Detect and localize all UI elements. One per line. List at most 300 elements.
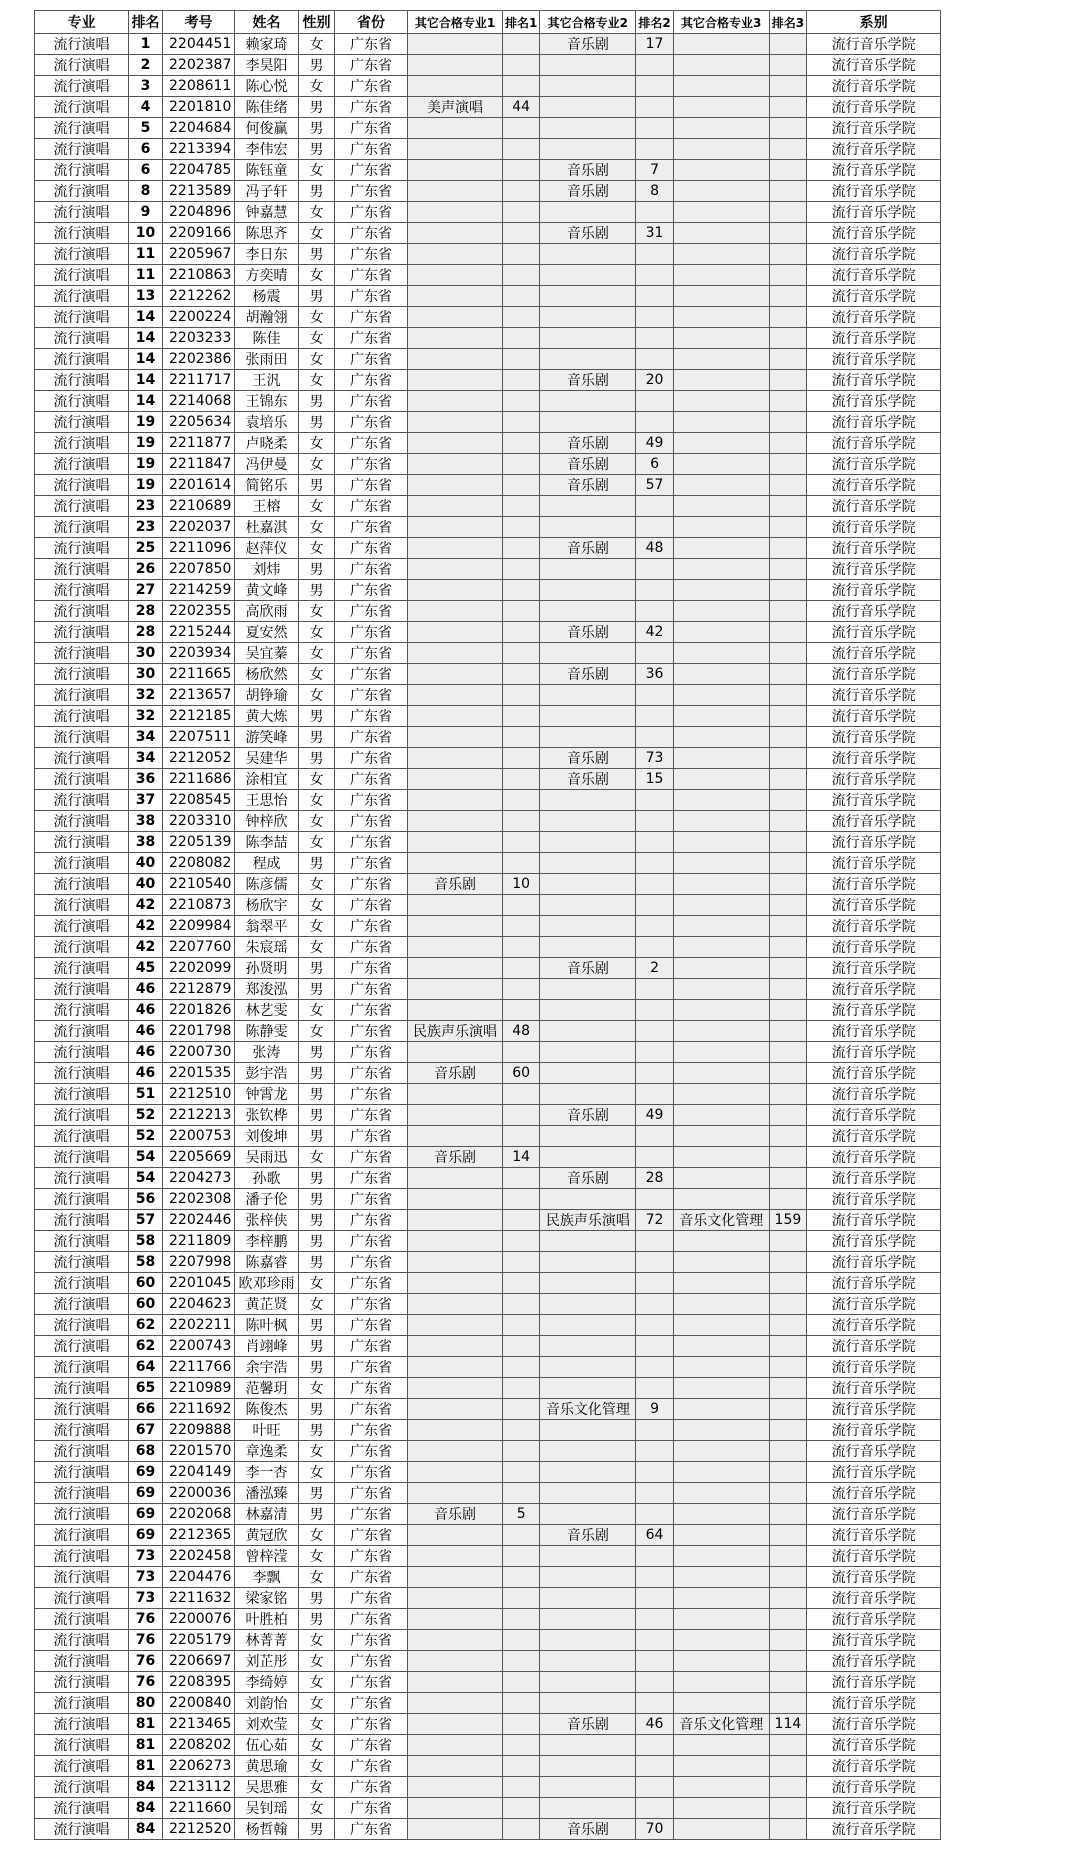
rank-2-cell (636, 1630, 673, 1651)
rank-cell: 23 (129, 496, 163, 517)
rank-1-cell (503, 1735, 540, 1756)
other-major-2-cell (540, 1021, 636, 1042)
rank-2-cell (636, 937, 673, 958)
table-row (35, 1546, 941, 1567)
major-cell: 流行演唱 (35, 1693, 129, 1714)
other-major-2-cell (540, 76, 636, 97)
major-cell: 流行演唱 (35, 1441, 129, 1462)
department-cell: 流行音乐学院 (807, 895, 941, 916)
table-row (35, 349, 941, 370)
rank-cell: 46 (129, 979, 163, 1000)
gender-cell: 女 (299, 790, 335, 811)
name-cell: 梁家铭 (235, 1588, 299, 1609)
rank-cell: 42 (129, 916, 163, 937)
gender-cell: 男 (299, 1210, 335, 1231)
header-gender: 性别 (299, 11, 335, 34)
rank-1-cell (503, 391, 540, 412)
other-major-1-cell (408, 1357, 503, 1378)
other-major-2-cell (540, 1735, 636, 1756)
exam-id-cell: 2201798 (163, 1021, 235, 1042)
table-row (35, 517, 941, 538)
other-major-2-cell (540, 286, 636, 307)
rank-3-cell (769, 685, 806, 706)
other-major-3-cell (673, 454, 769, 475)
major-cell: 流行演唱 (35, 916, 129, 937)
other-major-1-cell (408, 1420, 503, 1441)
major-cell: 流行演唱 (35, 118, 129, 139)
other-major-2-cell: 音乐剧 (540, 622, 636, 643)
name-cell: 杨震 (235, 286, 299, 307)
table-row (35, 1483, 941, 1504)
major-cell: 流行演唱 (35, 97, 129, 118)
major-cell: 流行演唱 (35, 1609, 129, 1630)
other-major-1-cell (408, 286, 503, 307)
name-cell: 陈钰童 (235, 160, 299, 181)
province-cell: 广东省 (335, 1420, 408, 1441)
rank-2-cell (636, 1000, 673, 1021)
table-row (35, 748, 941, 769)
other-major-1-cell (408, 307, 503, 328)
rank-1-cell (503, 1168, 540, 1189)
province-cell: 广东省 (335, 664, 408, 685)
gender-cell: 男 (299, 580, 335, 601)
rank-cell: 19 (129, 475, 163, 496)
name-cell: 李日东 (235, 244, 299, 265)
other-major-2-cell (540, 1315, 636, 1336)
rank-1-cell (503, 1672, 540, 1693)
major-cell: 流行演唱 (35, 664, 129, 685)
rank-2-cell: 57 (636, 475, 673, 496)
table-row (35, 1399, 941, 1420)
other-major-3-cell (673, 727, 769, 748)
name-cell: 孙歌 (235, 1168, 299, 1189)
rank-cell: 46 (129, 1063, 163, 1084)
other-major-3-cell (673, 1231, 769, 1252)
rank-3-cell (769, 76, 806, 97)
table-row (35, 265, 941, 286)
major-cell: 流行演唱 (35, 307, 129, 328)
major-cell: 流行演唱 (35, 1021, 129, 1042)
other-major-2-cell (540, 1651, 636, 1672)
exam-id-cell: 2200730 (163, 1042, 235, 1063)
major-cell: 流行演唱 (35, 1147, 129, 1168)
exam-id-cell: 2204684 (163, 118, 235, 139)
other-major-3-cell (673, 1567, 769, 1588)
other-major-1-cell (408, 916, 503, 937)
other-major-3-cell (673, 1819, 769, 1840)
exam-id-cell: 2204451 (163, 34, 235, 55)
other-major-3-cell (673, 790, 769, 811)
exam-id-cell: 2213465 (163, 1714, 235, 1735)
table-row (35, 160, 941, 181)
rank-1-cell (503, 370, 540, 391)
province-cell: 广东省 (335, 1735, 408, 1756)
table-row (35, 307, 941, 328)
exam-id-cell: 2208395 (163, 1672, 235, 1693)
header-exam-id: 考号 (163, 11, 235, 34)
province-cell: 广东省 (335, 118, 408, 139)
rank-1-cell (503, 1609, 540, 1630)
name-cell: 彭宇浩 (235, 1063, 299, 1084)
province-cell: 广东省 (335, 622, 408, 643)
rank-cell: 73 (129, 1567, 163, 1588)
name-cell: 陈静雯 (235, 1021, 299, 1042)
rank-3-cell (769, 139, 806, 160)
other-major-1-cell (408, 1126, 503, 1147)
gender-cell: 女 (299, 265, 335, 286)
gender-cell: 女 (299, 1777, 335, 1798)
gender-cell: 男 (299, 1189, 335, 1210)
name-cell: 陈思齐 (235, 223, 299, 244)
other-major-3-cell (673, 832, 769, 853)
name-cell: 潘泓臻 (235, 1483, 299, 1504)
other-major-3-cell (673, 1021, 769, 1042)
other-major-2-cell (540, 328, 636, 349)
rank-cell: 62 (129, 1315, 163, 1336)
name-cell: 张涛 (235, 1042, 299, 1063)
rank-2-cell (636, 76, 673, 97)
gender-cell: 女 (299, 916, 335, 937)
exam-id-cell: 2211665 (163, 664, 235, 685)
department-cell: 流行音乐学院 (807, 517, 941, 538)
table-row (35, 1777, 941, 1798)
rank-cell: 80 (129, 1693, 163, 1714)
rank-3-cell (769, 601, 806, 622)
other-major-1-cell (408, 1714, 503, 1735)
rank-cell: 6 (129, 160, 163, 181)
rank-3-cell (769, 664, 806, 685)
rank-3-cell (769, 769, 806, 790)
department-cell: 流行音乐学院 (807, 475, 941, 496)
gender-cell: 男 (299, 958, 335, 979)
major-cell: 流行演唱 (35, 1483, 129, 1504)
other-major-1-cell: 音乐剧 (408, 874, 503, 895)
table-row (35, 202, 941, 223)
exam-id-cell: 2204149 (163, 1462, 235, 1483)
rank-2-cell (636, 1294, 673, 1315)
header-rank-1: 排名1 (503, 11, 540, 34)
rank-3-cell (769, 496, 806, 517)
exam-id-cell: 2213394 (163, 139, 235, 160)
gender-cell: 女 (299, 622, 335, 643)
rank-1-cell (503, 433, 540, 454)
gender-cell: 男 (299, 1819, 335, 1840)
major-cell: 流行演唱 (35, 769, 129, 790)
rank-3-cell (769, 1063, 806, 1084)
department-cell: 流行音乐学院 (807, 1126, 941, 1147)
other-major-1-cell (408, 1273, 503, 1294)
province-cell: 广东省 (335, 769, 408, 790)
exam-id-cell: 2214068 (163, 391, 235, 412)
gender-cell: 女 (299, 538, 335, 559)
other-major-3-cell (673, 160, 769, 181)
other-major-2-cell (540, 895, 636, 916)
other-major-1-cell (408, 496, 503, 517)
other-major-1-cell (408, 370, 503, 391)
name-cell: 黄思瑜 (235, 1756, 299, 1777)
other-major-1-cell (408, 811, 503, 832)
rank-cell: 28 (129, 622, 163, 643)
department-cell: 流行音乐学院 (807, 328, 941, 349)
province-cell: 广东省 (335, 328, 408, 349)
department-cell: 流行音乐学院 (807, 1315, 941, 1336)
rank-cell: 34 (129, 748, 163, 769)
name-cell: 范馨玥 (235, 1378, 299, 1399)
rank-2-cell (636, 496, 673, 517)
exam-id-cell: 2207511 (163, 727, 235, 748)
rank-1-cell (503, 1525, 540, 1546)
other-major-3-cell (673, 958, 769, 979)
province-cell: 广东省 (335, 1357, 408, 1378)
other-major-1-cell (408, 664, 503, 685)
rank-1-cell (503, 1315, 540, 1336)
exam-id-cell: 2211847 (163, 454, 235, 475)
table-row (35, 1357, 941, 1378)
rank-1-cell (503, 916, 540, 937)
other-major-1-cell (408, 937, 503, 958)
other-major-2-cell (540, 517, 636, 538)
major-cell: 流行演唱 (35, 748, 129, 769)
rank-3-cell (769, 874, 806, 895)
name-cell: 伍心茹 (235, 1735, 299, 1756)
header-rank-3: 排名3 (769, 11, 806, 34)
exam-id-cell: 2213657 (163, 685, 235, 706)
rank-cell: 38 (129, 832, 163, 853)
province-cell: 广东省 (335, 97, 408, 118)
other-major-3-cell (673, 685, 769, 706)
department-cell: 流行音乐学院 (807, 496, 941, 517)
rank-cell: 14 (129, 328, 163, 349)
department-cell: 流行音乐学院 (807, 1441, 941, 1462)
other-major-2-cell: 音乐剧 (540, 664, 636, 685)
major-cell: 流行演唱 (35, 433, 129, 454)
other-major-1-cell (408, 34, 503, 55)
other-major-2-cell (540, 1252, 636, 1273)
other-major-2-cell (540, 1483, 636, 1504)
name-cell: 陈心悦 (235, 76, 299, 97)
header-name: 姓名 (235, 11, 299, 34)
department-cell: 流行音乐学院 (807, 853, 941, 874)
rank-cell: 66 (129, 1399, 163, 1420)
name-cell: 朱宸瑶 (235, 937, 299, 958)
name-cell: 叶胜柏 (235, 1609, 299, 1630)
name-cell: 潘子伦 (235, 1189, 299, 1210)
rank-2-cell (636, 1273, 673, 1294)
exam-id-cell: 2204476 (163, 1567, 235, 1588)
name-cell: 陈佳绪 (235, 97, 299, 118)
province-cell: 广东省 (335, 1231, 408, 1252)
rank-2-cell (636, 874, 673, 895)
other-major-3-cell (673, 643, 769, 664)
rank-1-cell (503, 181, 540, 202)
department-cell: 流行音乐学院 (807, 1294, 941, 1315)
other-major-1-cell (408, 895, 503, 916)
exam-id-cell: 2211692 (163, 1399, 235, 1420)
rank-1-cell (503, 307, 540, 328)
province-cell: 广东省 (335, 1063, 408, 1084)
rank-1-cell (503, 517, 540, 538)
exam-id-cell: 2202355 (163, 601, 235, 622)
major-cell: 流行演唱 (35, 622, 129, 643)
other-major-3-cell (673, 1357, 769, 1378)
major-cell: 流行演唱 (35, 559, 129, 580)
other-major-3-cell (673, 1147, 769, 1168)
rank-cell: 11 (129, 244, 163, 265)
rank-1-cell (503, 244, 540, 265)
rank-2-cell (636, 1735, 673, 1756)
gender-cell: 女 (299, 349, 335, 370)
other-major-1-cell: 民族声乐演唱 (408, 1021, 503, 1042)
other-major-2-cell (540, 1546, 636, 1567)
gender-cell: 女 (299, 307, 335, 328)
table-row (35, 1462, 941, 1483)
name-cell: 王汎 (235, 370, 299, 391)
rank-2-cell (636, 895, 673, 916)
other-major-1-cell (408, 55, 503, 76)
other-major-3-cell (673, 1504, 769, 1525)
gender-cell: 男 (299, 1042, 335, 1063)
table-row (35, 1042, 941, 1063)
exam-id-cell: 2205669 (163, 1147, 235, 1168)
other-major-1-cell (408, 958, 503, 979)
department-cell: 流行音乐学院 (807, 160, 941, 181)
rank-3-cell (769, 328, 806, 349)
name-cell: 游笑峰 (235, 727, 299, 748)
gender-cell: 女 (299, 601, 335, 622)
other-major-1-cell (408, 1567, 503, 1588)
other-major-3-cell (673, 853, 769, 874)
table-row (35, 496, 941, 517)
exam-id-cell: 2209984 (163, 916, 235, 937)
province-cell: 广东省 (335, 1315, 408, 1336)
table-row (35, 1693, 941, 1714)
rank-1-cell (503, 328, 540, 349)
rank-2-cell (636, 97, 673, 118)
rank-3-cell (769, 1483, 806, 1504)
other-major-3-cell (673, 1462, 769, 1483)
rank-2-cell: 15 (636, 769, 673, 790)
gender-cell: 女 (299, 1546, 335, 1567)
table-row (35, 475, 941, 496)
table-row (35, 685, 941, 706)
department-cell: 流行音乐学院 (807, 1231, 941, 1252)
major-cell: 流行演唱 (35, 1126, 129, 1147)
other-major-2-cell (540, 1504, 636, 1525)
other-major-1-cell (408, 1525, 503, 1546)
rank-3-cell (769, 1630, 806, 1651)
name-cell: 黄文峰 (235, 580, 299, 601)
rank-2-cell (636, 118, 673, 139)
rank-3-cell (769, 538, 806, 559)
other-major-1-cell (408, 475, 503, 496)
department-cell: 流行音乐学院 (807, 832, 941, 853)
province-cell: 广东省 (335, 76, 408, 97)
rank-1-cell (503, 937, 540, 958)
other-major-3-cell (673, 748, 769, 769)
other-major-2-cell (540, 1693, 636, 1714)
province-cell: 广东省 (335, 370, 408, 391)
rank-2-cell (636, 559, 673, 580)
other-major-2-cell (540, 580, 636, 601)
other-major-2-cell (540, 811, 636, 832)
header-department: 系别 (807, 11, 941, 34)
rank-3-cell (769, 1504, 806, 1525)
rank-1-cell (503, 1462, 540, 1483)
rank-3-cell (769, 1399, 806, 1420)
rank-3-cell (769, 223, 806, 244)
other-major-2-cell (540, 916, 636, 937)
rank-3-cell (769, 1756, 806, 1777)
table-row (35, 1147, 941, 1168)
other-major-2-cell (540, 1273, 636, 1294)
rank-2-cell: 6 (636, 454, 673, 475)
rank-2-cell (636, 1021, 673, 1042)
province-cell: 广东省 (335, 1651, 408, 1672)
name-cell: 陈俊杰 (235, 1399, 299, 1420)
rank-cell: 14 (129, 391, 163, 412)
exam-id-cell: 2205139 (163, 832, 235, 853)
rank-2-cell (636, 643, 673, 664)
other-major-3-cell (673, 496, 769, 517)
rank-cell: 73 (129, 1546, 163, 1567)
province-cell: 广东省 (335, 1693, 408, 1714)
rank-cell: 69 (129, 1525, 163, 1546)
other-major-1-cell (408, 601, 503, 622)
table-row (35, 76, 941, 97)
table-row (35, 559, 941, 580)
exam-id-cell: 2202458 (163, 1546, 235, 1567)
department-cell: 流行音乐学院 (807, 1273, 941, 1294)
rank-cell: 32 (129, 685, 163, 706)
department-cell: 流行音乐学院 (807, 1336, 941, 1357)
department-cell: 流行音乐学院 (807, 685, 941, 706)
other-major-2-cell (540, 643, 636, 664)
rank-3-cell (769, 643, 806, 664)
other-major-2-cell (540, 1063, 636, 1084)
rank-1-cell (503, 601, 540, 622)
other-major-3-cell: 音乐文化管理 (673, 1210, 769, 1231)
name-cell: 林菁菁 (235, 1630, 299, 1651)
province-cell: 广东省 (335, 223, 408, 244)
rank-3-cell (769, 1105, 806, 1126)
gender-cell: 女 (299, 517, 335, 538)
rank-3-cell: 159 (769, 1210, 806, 1231)
table-row (35, 1336, 941, 1357)
rank-1-cell (503, 202, 540, 223)
rank-2-cell (636, 244, 673, 265)
province-cell: 广东省 (335, 286, 408, 307)
rank-3-cell (769, 1609, 806, 1630)
exam-id-cell: 2201810 (163, 97, 235, 118)
province-cell: 广东省 (335, 34, 408, 55)
rank-1-cell: 44 (503, 97, 540, 118)
major-cell: 流行演唱 (35, 937, 129, 958)
rank-cell: 76 (129, 1609, 163, 1630)
other-major-1-cell (408, 643, 503, 664)
rank-1-cell (503, 1042, 540, 1063)
department-cell: 流行音乐学院 (807, 1546, 941, 1567)
province-cell: 广东省 (335, 1126, 408, 1147)
province-cell: 广东省 (335, 538, 408, 559)
rank-2-cell (636, 1777, 673, 1798)
other-major-3-cell (673, 937, 769, 958)
other-major-2-cell (540, 727, 636, 748)
gender-cell: 男 (299, 1336, 335, 1357)
table-row (35, 643, 941, 664)
rank-1-cell (503, 1420, 540, 1441)
other-major-3-cell (673, 1336, 769, 1357)
other-major-1-cell (408, 1315, 503, 1336)
